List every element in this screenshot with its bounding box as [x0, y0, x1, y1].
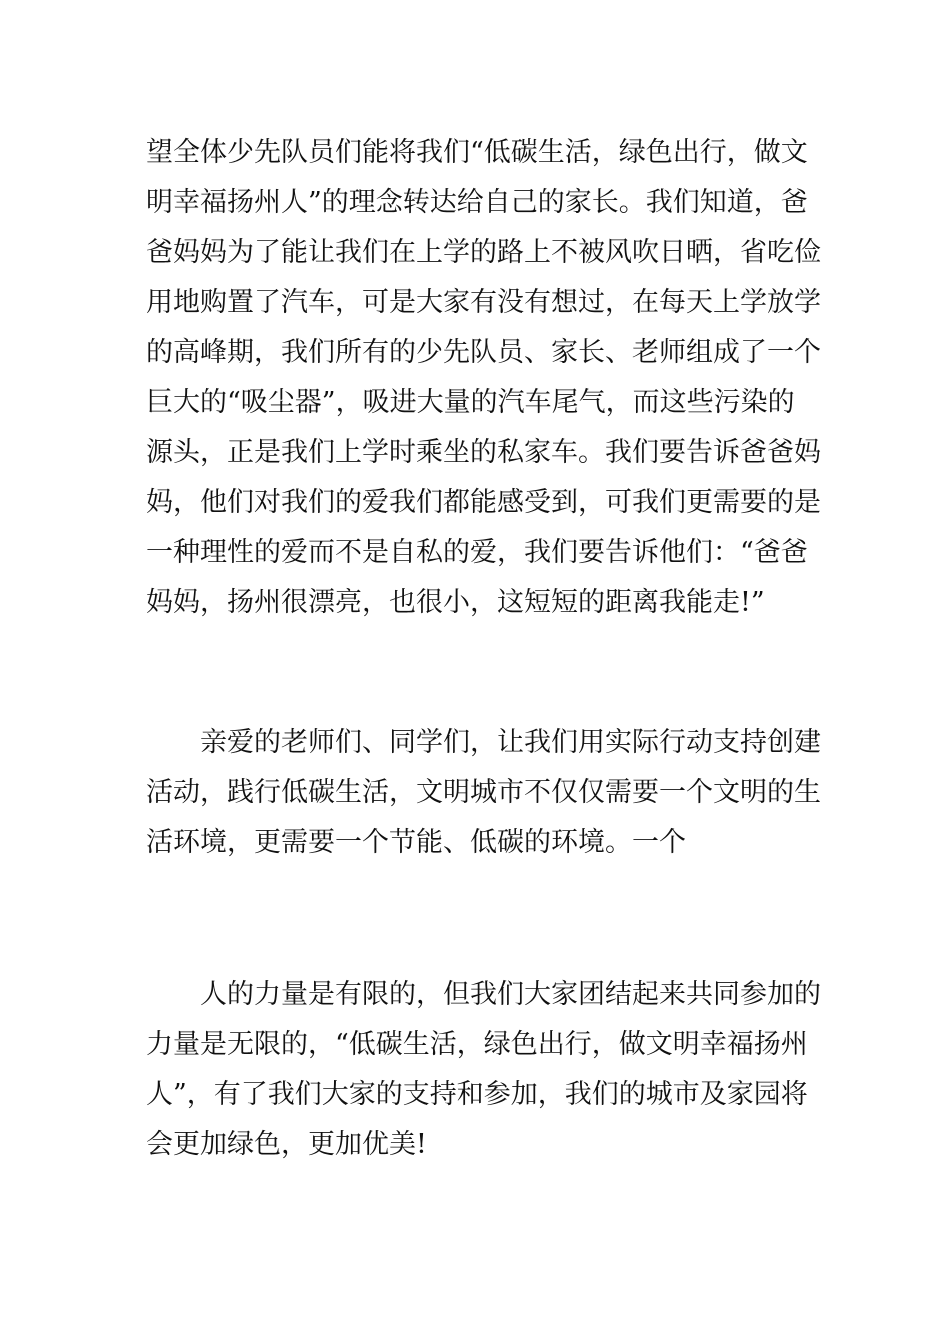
text-line: 活动，践行低碳生活，文明城市不仅仅需要一个文明的生	[146, 777, 821, 808]
text-line: 人”，有了我们大家的支持和参加，我们的城市及家园将	[146, 1079, 808, 1110]
paragraph-2	[146, 718, 821, 868]
paragraph-3	[146, 970, 821, 1170]
text-line: 妈妈，扬州很漂亮，也很小，这短短的距离我能走!”	[146, 587, 765, 618]
paragraph-1	[146, 128, 821, 628]
text-line: 用地购置了汽车，可是大家有没有想过，在每天上学放学	[146, 287, 821, 318]
text-line: 活环境，更需要一个节能、低碳的环境。一个	[146, 827, 686, 858]
text-line: 源头，正是我们上学时乘坐的私家车。我们要告诉爸爸妈	[146, 437, 821, 468]
text-line: 会更加绿色，更加优美!	[146, 1129, 427, 1160]
text-line: 望全体少先队员们能将我们“低碳生活，绿色出行，做文	[146, 137, 808, 168]
text-line: 一种理性的爱而不是自私的爱，我们要告诉他们：“爸爸	[146, 537, 808, 568]
text-line: 人的力量是有限的，但我们大家团结起来共同参加的	[200, 979, 821, 1010]
text-line: 力量是无限的，“低碳生活，绿色出行，做文明幸福扬州	[146, 1029, 808, 1060]
text-line: 亲爱的老师们、同学们，让我们用实际行动支持创建	[200, 727, 821, 758]
text-line: 明幸福扬州人”的理念转达给自己的家长。我们知道，爸	[146, 187, 808, 218]
text-line: 的高峰期，我们所有的少先队员、家长、老师组成了一个	[146, 337, 821, 368]
text-line: 爸妈妈为了能让我们在上学的路上不被风吹日晒，省吃俭	[146, 237, 821, 268]
text-line: 妈，他们对我们的爱我们都能感受到，可我们更需要的是	[146, 487, 821, 518]
text-line: 巨大的“吸尘器”，吸进大量的汽车尾气，而这些污染的	[146, 387, 795, 418]
